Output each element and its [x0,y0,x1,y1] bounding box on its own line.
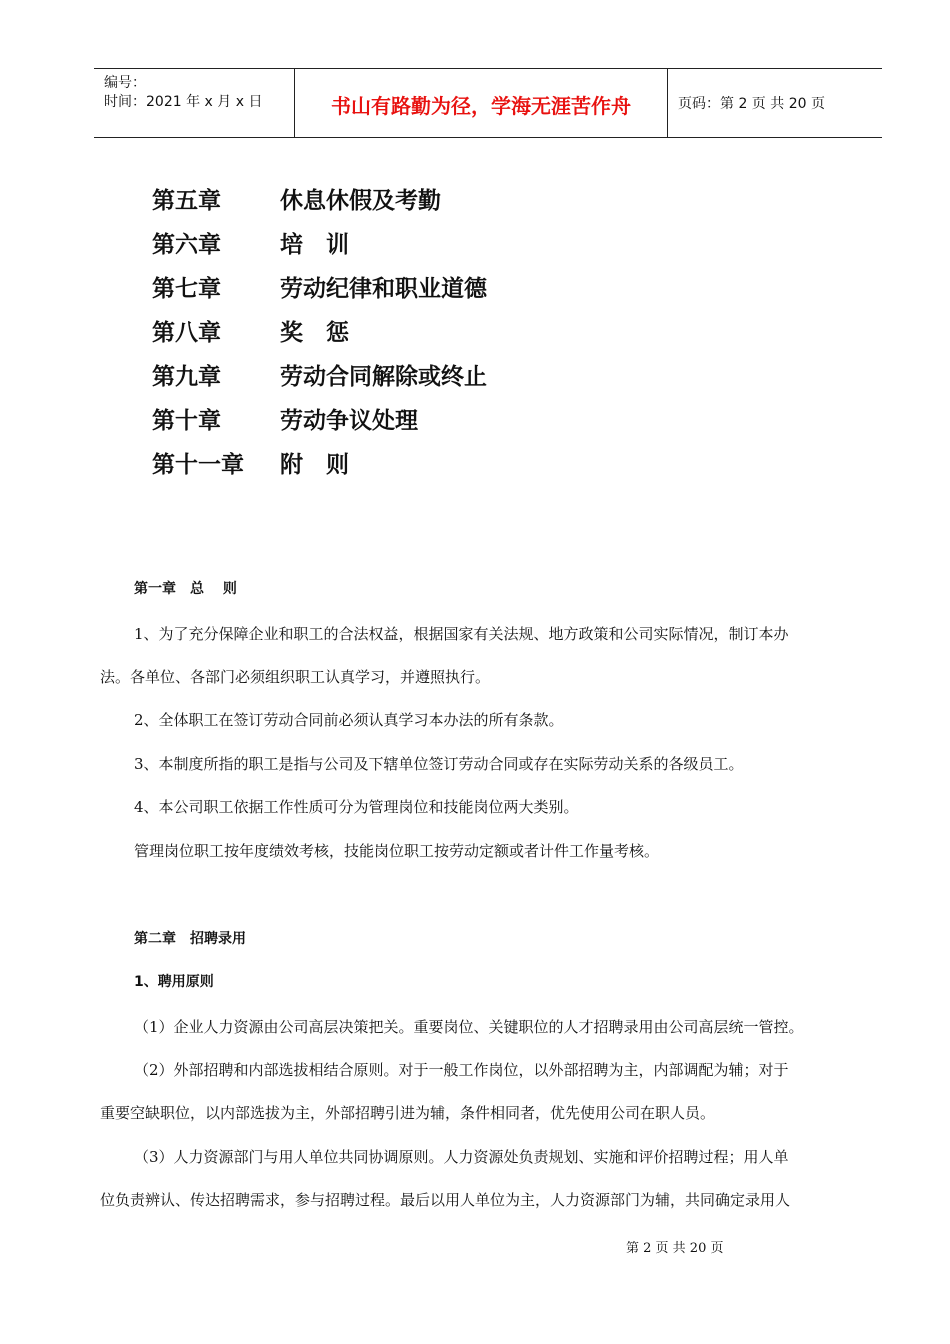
toc-item [152,264,487,308]
toc-item [152,308,487,352]
paragraph-1-line-1: 1、为了充分保障企业和职工的合法权益，根据国家有关法规、地方政策和公司实际情况，制订本办 [134,625,789,643]
toc-title: 劳动合同解除或终止 [280,363,487,390]
toc-number: 第九章 [152,363,221,390]
paragraph-3: 3、本制度所指的职工是指与公司及下辖单位签订劳动合同或存在实际劳动关系的各级员工。 [134,755,744,773]
paragraph-5: 管理岗位职工按年度绩效考核，技能岗位职工按劳动定额或者计件工作量考核。 [134,842,660,860]
page-header [94,68,882,138]
header-motto: 书山有路勤为径，学海无涯苦作舟 [331,94,631,118]
toc-item [152,396,487,440]
toc-number: 第十章 [152,407,221,434]
rule-3-line-1: （3）人力资源部门与用人单位共同协调原则。人力资源处负责规划、实施和评价招聘过程；用人单 [134,1148,789,1166]
header-left-cell [94,69,295,137]
toc-title: 附 则 [280,451,349,478]
toc-title: 劳动纪律和职业道德 [280,275,487,302]
toc-number: 第十一章 [152,451,244,478]
rule-2-line-1: （2）外部招聘和内部选拔相结合原则。对于一般工作岗位，以外部招聘为主，内部调配为辅；对于 [134,1061,789,1079]
section-1-title: 1、聘用原则 [134,974,214,990]
header-middle-cell [295,69,668,137]
rule-1: （1）企业人力资源由公司高层决策把关。重要岗位、关键职位的人才招聘录用由公司高层统一管控。 [134,1018,804,1036]
toc-title: 劳动争议处理 [280,407,418,434]
toc-number: 第八章 [152,319,221,346]
toc-item [152,220,487,264]
toc-title: 培 训 [280,231,349,258]
toc-item [152,352,487,396]
table-of-contents [152,176,487,484]
page-footer: 第 2 页 共 20 页 [626,1241,724,1256]
rule-3-line-2: 位负责辨认、传达招聘需求，参与招聘过程。最后以用人单位为主，人力资源部门为辅，共同确定录用人 [100,1191,791,1209]
toc-number: 第五章 [152,187,221,214]
chapter-2-title: 第二章 招聘录用 [134,931,246,947]
paragraph-4: 4、本公司职工依据工作性质可分为管理岗位和技能岗位两大类别。 [134,798,579,816]
toc-title: 奖 惩 [280,319,349,346]
header-page-info: 页码：第 2 页 共 20 页 [678,96,825,112]
toc-title: 休息休假及考勤 [280,187,441,214]
rule-2-line-2: 重要空缺职位，以内部选拔为主，外部招聘引进为辅，条件相同者，优先使用公司在职人员。 [100,1104,716,1122]
chapter-1-title: 第一章 总 则 [134,581,237,597]
number-label: 编号： [104,75,146,91]
time-label: 时间：2021 年 x 月 x 日 [104,94,263,110]
toc-number: 第七章 [152,275,221,302]
paragraph-1-line-2: 法。各单位、各部门必须组织职工认真学习，并遵照执行。 [100,668,491,686]
header-right-cell [668,69,882,137]
toc-item [152,176,487,220]
toc-number: 第六章 [152,231,221,258]
toc-item [152,440,487,484]
paragraph-2: 2、全体职工在签订劳动合同前必须认真学习本办法的所有条款。 [134,711,564,729]
